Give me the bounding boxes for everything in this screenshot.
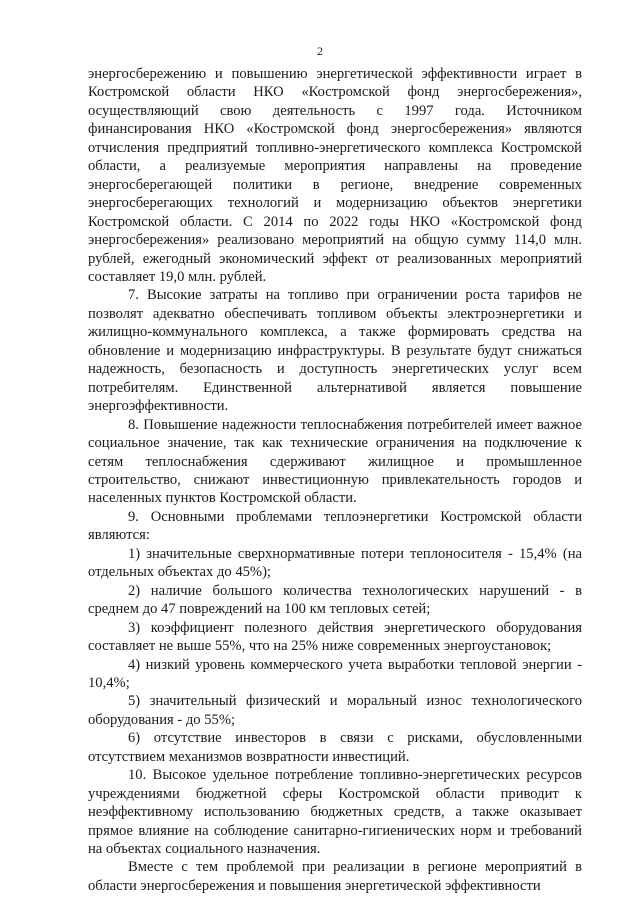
paragraph-7: 7. Высокие затраты на топливо при ограничении роста тарифов не позволят адекватно обеспечивать топливом объекты электроэнергетики и жилищно-коммунального комплекса, а также формировать средства на обновление и модернизацию инфраструктуры. В результате будут снижаться надежность, безопасность и доступность энергетических услуг всем потребителям. Единственной альтернативой является повышение энергоэффективности. [88, 287, 582, 415]
document-body [88, 65, 582, 895]
list-item-2: 2) наличие большого количества технологических нарушений - в среднем до 47 повреждений на 100 км тепловых сетей; [88, 582, 582, 618]
list-item-5: 5) значительный физический и моральный износ технологического оборудования - до 55%; [88, 693, 582, 728]
paragraph-final: Вместе с тем проблемой при реализации в регионе мероприятий в области энергосбережения и повышения энергетической эффективности [88, 859, 582, 894]
list-item-3: 3) коэффициент полезного действия энергетического оборудования составляет не выше 55%, что на 25% ниже современных энергоустановок; [88, 619, 582, 655]
paragraph-10: 10. Высокое удельное потребление топливно-энергетических ресурсов учреждениями бюджетной сферы Костромской области приводит к неэффективному использованию бюджетных средств, а также оказывает прямое влияние на соблюдение санитарно-гигиенических норм и требований на объектах социального назначения. [88, 767, 582, 858]
paragraph-9: 9. Основными проблемами теплоэнергетики Костромской области являются: [88, 508, 582, 544]
list-item-4: 4) низкий уровень коммерческого учета выработки тепловой энергии - 10,4%; [88, 656, 582, 691]
page-number: 2 [317, 44, 323, 58]
list-item-1: 1) значительные сверхнормативные потери теплоносителя - 15,4% (на отдельных объектах до 45%); [88, 545, 582, 581]
paragraph-8: 8. Повышение надежности теплоснабжения потребителей имеет важное социальное значение, так как технические ограничения на подключение к сетям теплоснабжения сдерживают жилищное и промышленное строительство, снижают инвестиционную привлекательность городов и населенных пунктов Костромской области. [88, 416, 582, 507]
list-item-6: 6) отсутствие инвесторов в связи с рисками, обусловленными отсутствием механизмов возвратности инвестиций. [88, 730, 582, 765]
paragraph-continuation: энергосбережению и повышению энергетической эффективности играет в Костромской области НКО «Костромской фонд энергосбережения», осуществляющий свою деятельность с 1997 года. Источником финансирования НКО «Костромской фонд энергосбережения» являются отчисления предприятий топливно-энергетического комплекса Костромской области, а реализуемые мероприятия направлены на проведение энергосберегающей политики в регионе, внедрение современных энергосберегающих технологий и модернизацию объектов энергетики Костромской области. С 2014 по 2022 годы НКО «Костромской фонд энергосбережения» реализовано мероприятий на общую сумму 114,0 млн. рублей, ежегодный экономический эффект от реализованных мероприятий составляет 19,0 млн. рублей. [88, 66, 582, 285]
